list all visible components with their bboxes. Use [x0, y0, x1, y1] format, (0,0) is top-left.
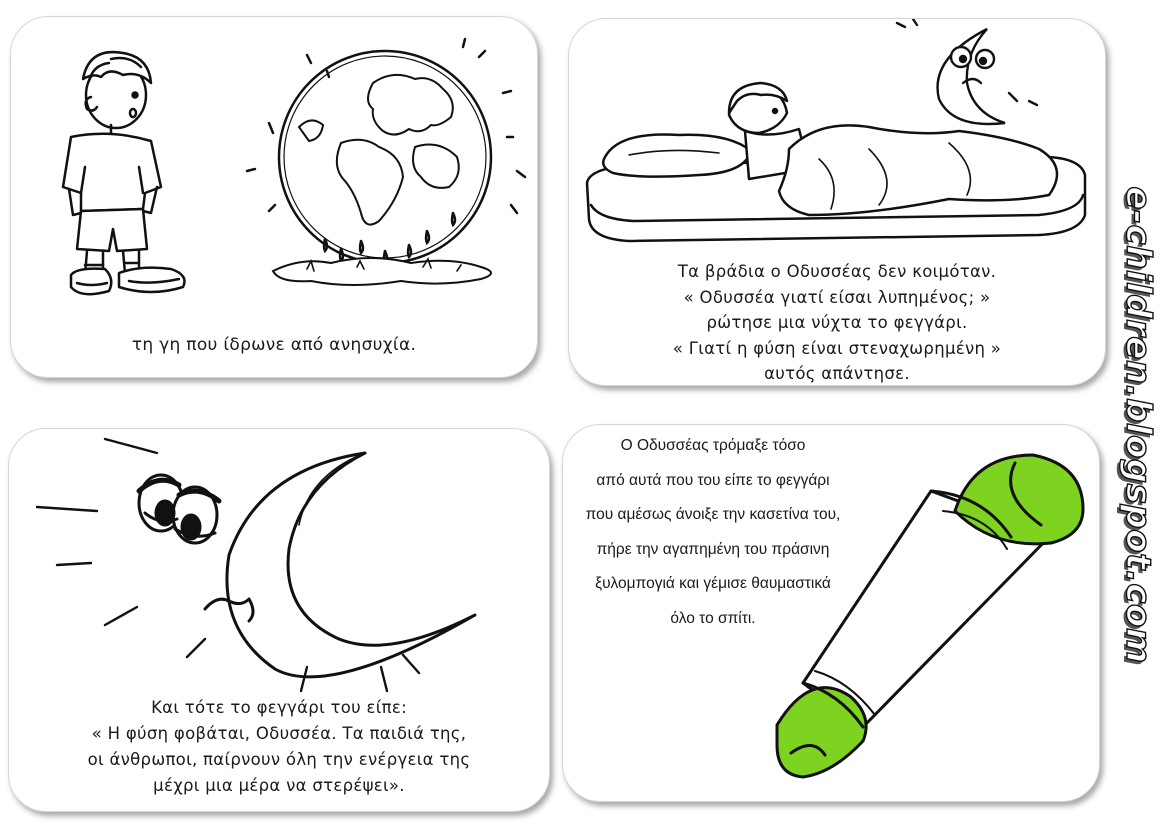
- caption-line: από αυτά που του είπε το φεγγάρι: [596, 471, 830, 489]
- caption-line: Τα βράδια ο Οδυσσέας δεν κοιμόταν.: [677, 262, 997, 281]
- sad-moon-icon: [139, 453, 475, 677]
- sweating-earth-icon: [247, 39, 525, 285]
- card-2-caption: [569, 259, 1105, 386]
- card-3-caption: [9, 695, 549, 799]
- caption-line: τη γη που ίδρωνε από ανησυχία.: [131, 335, 417, 355]
- story-card-1: [10, 16, 538, 378]
- caption-line: Ο Οδυσσέας τρόμαξε τόσο: [620, 437, 806, 454]
- card-1-caption: [11, 333, 537, 358]
- story-card-3: [8, 428, 550, 812]
- green-crayon-illustration: [563, 425, 1099, 801]
- caption-line: οι άνθρωποι, παίρνουν όλη την ενέργεια της: [87, 750, 471, 769]
- caption-line: πήρε την αγαπημένη του πράσινη: [596, 540, 830, 558]
- caption-line: ρώτησε μια νύχτα το φεγγάρι.: [706, 313, 968, 332]
- caption-line: όλο το σπίτι.: [670, 609, 756, 627]
- boy-and-earth-illustration: [11, 17, 537, 337]
- sad-moon-illustration: [9, 429, 549, 699]
- green-crayon-icon: [777, 455, 1083, 777]
- boy-in-bed-illustration: [569, 19, 1105, 259]
- bed-icon: [587, 83, 1085, 241]
- caption-line: « Οδυσσέα γιατί είσαι λυπημένος; »: [683, 287, 991, 307]
- story-card-2: [568, 18, 1106, 386]
- crescent-moon-icon: [897, 19, 1037, 124]
- story-card-4: [562, 424, 1100, 802]
- watermark-text: e-children.blogspot.com: [1118, 186, 1158, 664]
- caption-line: που αμέσως άνοιξε την κασετίνα του,: [585, 506, 841, 523]
- caption-line: « Γιατί η φύση είναι στεναχωρημένη »: [672, 338, 1002, 358]
- site-watermark: [1108, 175, 1168, 675]
- caption-line: Και τότε το φεγγάρι του είπε:: [151, 698, 407, 717]
- caption-line: μέχρι μια μέρα να στερέψει».: [153, 776, 405, 795]
- caption-line: ξυλομπογιά και γέμισε θαυμαστικά: [595, 575, 831, 592]
- caption-line: « Η φύση φοβάται, Οδυσσέα. Τα παιδιά της,: [91, 724, 467, 743]
- boy-icon: [63, 52, 185, 294]
- caption-line: αυτός απάντησε.: [764, 364, 910, 383]
